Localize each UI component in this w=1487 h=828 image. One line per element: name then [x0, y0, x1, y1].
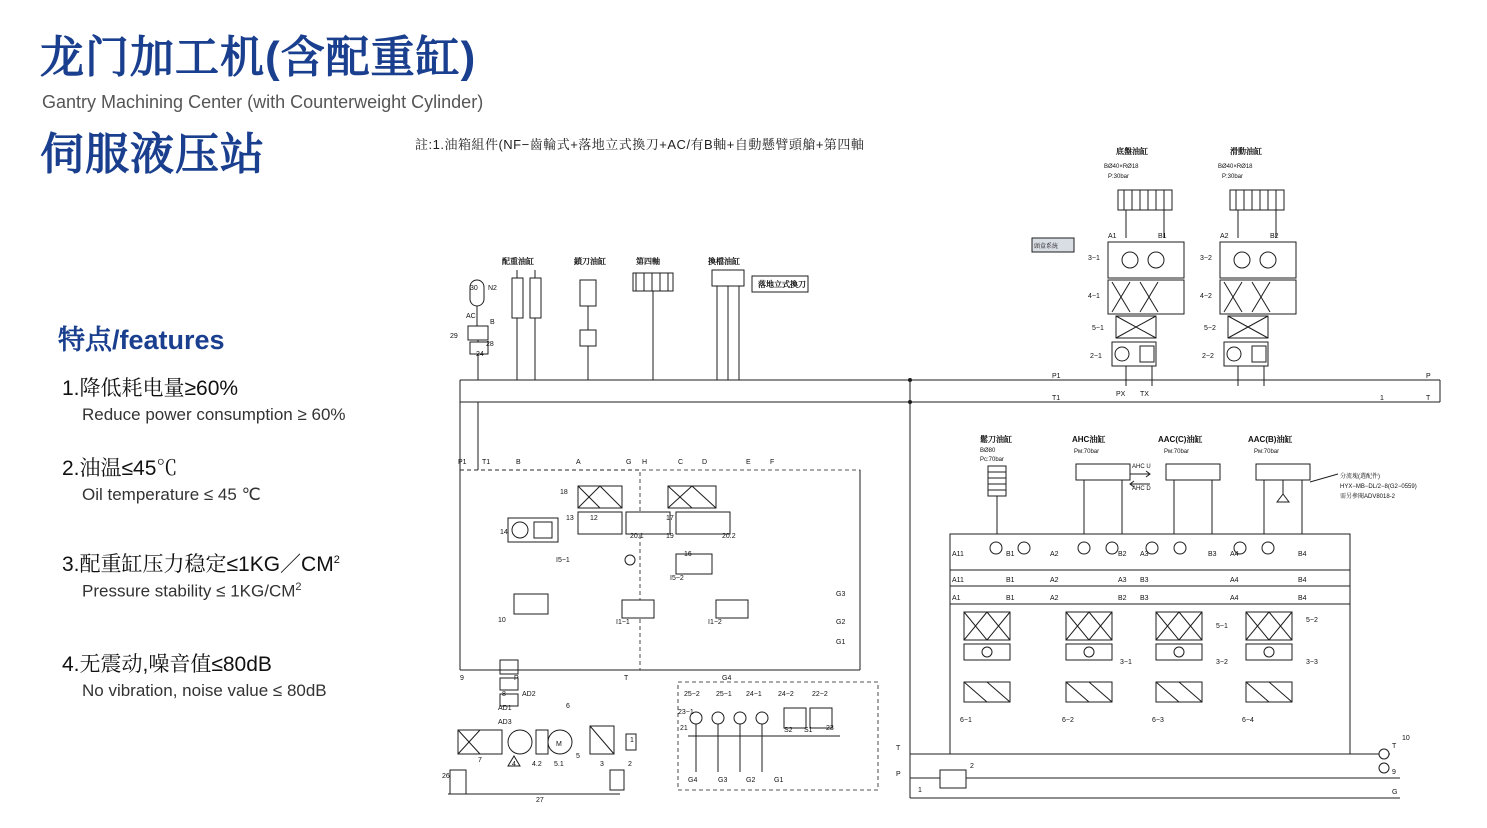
label-cyl-gearshift: 換檔油缸 [708, 257, 740, 266]
cylinder-group-counterweight [468, 270, 541, 380]
feature-item [62, 372, 346, 425]
svg-text:24: 24 [476, 351, 484, 358]
svg-text:B1: B1 [1158, 233, 1167, 240]
spec-ahc-press: Pм:70bar [1074, 449, 1100, 455]
page-title-en: Gantry Machining Center (with Counterweight Cylinder) [42, 92, 484, 112]
feature-label-en: Reduce power consumption ≥ 60% [82, 405, 346, 424]
svg-text:28: 28 [486, 341, 494, 348]
svg-text:B4: B4 [1298, 551, 1307, 558]
svg-text:TX: TX [1140, 391, 1149, 398]
main-manifold-valves [508, 486, 748, 618]
svg-text:19: 19 [666, 533, 674, 540]
svg-text:29: 29 [450, 333, 458, 340]
feature-label-en: Oil temperature ≤ 45 ℃ [82, 485, 261, 504]
manifold-baseplate-cylinder [1108, 190, 1184, 386]
svg-text:AD1: AD1 [498, 705, 512, 712]
svg-text:24−1: 24−1 [746, 691, 762, 698]
svg-text:12: 12 [590, 515, 598, 522]
pump-motor-group [448, 660, 636, 794]
svg-text:10: 10 [1402, 735, 1410, 742]
svg-text:2−2: 2−2 [1202, 353, 1214, 360]
svg-text:8: 8 [502, 691, 506, 698]
svg-text:S1: S1 [804, 727, 813, 734]
feature-sup: 2 [295, 581, 302, 593]
svg-text:B1: B1 [1006, 595, 1015, 602]
main-manifold-dashed [460, 470, 860, 670]
svg-text:4−1: 4−1 [1088, 293, 1100, 300]
svg-text:1: 1 [630, 737, 634, 744]
svg-text:5−2: 5−2 [1204, 325, 1216, 332]
feature-item [62, 648, 327, 701]
svg-text:2−1: 2−1 [1090, 353, 1102, 360]
label-ahc-down: AHC D [1132, 486, 1151, 492]
svg-text:B2: B2 [1270, 233, 1279, 240]
label-cyl-aac-b: AAC(B)油缸 [1248, 435, 1293, 444]
spec-baseplate-press: P:30bar [1108, 174, 1130, 180]
hydraulic-schematic [440, 130, 1480, 820]
svg-text:G: G [1392, 789, 1398, 796]
page-subtitle-cn: 伺服液压站 [40, 130, 265, 179]
svg-text:S2: S2 [784, 727, 793, 734]
feature-label-en: Pressure stability ≤ $1KG/CM^2$ [82, 581, 302, 601]
svg-text:AD2: AD2 [522, 691, 536, 698]
svg-text:P: P [896, 771, 901, 778]
svg-text:A: A [576, 459, 581, 466]
svg-text:B1: B1 [1006, 551, 1015, 558]
svg-text:13: 13 [566, 515, 574, 522]
svg-text:A2: A2 [1220, 233, 1229, 240]
cylinder-group-fourthaxis [633, 273, 673, 380]
svg-text:23: 23 [826, 725, 834, 732]
svg-text:AC: AC [466, 313, 476, 320]
label-cyl-ahc: AHC油缸 [1072, 435, 1106, 444]
svg-text:3−1: 3−1 [1120, 659, 1132, 666]
svg-text:6−4: 6−4 [1242, 717, 1254, 724]
svg-text:N2: N2 [488, 285, 497, 292]
svg-text:A11: A11 [952, 577, 964, 584]
svg-text:B1: B1 [1006, 577, 1015, 584]
svg-text:9: 9 [1392, 769, 1396, 776]
svg-text:10: 10 [498, 617, 506, 624]
svg-text:3−2: 3−2 [1216, 659, 1228, 666]
sensor-symbols [688, 708, 840, 772]
svg-text:G2: G2 [836, 619, 846, 626]
right-note-line2: HYX−MB−DL/2−8(G2−0559) [1340, 484, 1417, 490]
svg-text:9: 9 [460, 675, 464, 682]
svg-text:G4: G4 [688, 777, 698, 784]
svg-text:PX: PX [1116, 391, 1126, 398]
svg-text:E: E [746, 459, 751, 466]
svg-text:M: M [556, 741, 562, 748]
label-cyl-floortool: 落地立式換刀 [758, 280, 806, 289]
manifold-sliding-cylinder [1220, 190, 1296, 386]
svg-text:A4: A4 [1230, 551, 1239, 558]
svg-text:B4: B4 [1298, 577, 1307, 584]
svg-text:5: 5 [576, 753, 580, 760]
svg-text:20.1: 20.1 [630, 533, 644, 540]
svg-text:G2: G2 [746, 777, 756, 784]
svg-text:7: 7 [478, 757, 482, 764]
svg-text:16: 16 [684, 551, 692, 558]
feature-item [62, 452, 261, 505]
spec-sliding-press: P:30bar [1222, 174, 1244, 180]
label-cyl-fourthaxis: 第四軸 [636, 257, 660, 266]
svg-text:6−1: 6−1 [960, 717, 972, 724]
svg-text:6−2: 6−2 [1062, 717, 1074, 724]
svg-text:26: 26 [442, 773, 450, 780]
svg-text:A11: A11 [952, 551, 964, 558]
svg-text:A2: A2 [1050, 577, 1059, 584]
svg-text:B3: B3 [1140, 577, 1149, 584]
svg-text:20.2: 20.2 [722, 533, 736, 540]
svg-text:T: T [1392, 743, 1397, 750]
svg-text:B: B [490, 319, 495, 326]
features-heading: 特点/features [58, 325, 225, 355]
svg-text:1: 1 [918, 787, 922, 794]
spec-sliding-bore: BØ40×RØ18 [1218, 164, 1253, 170]
svg-text:T1: T1 [482, 459, 491, 466]
right-note-line1: 分流塊(選配件) [1340, 474, 1380, 480]
svg-text:5−1: 5−1 [1216, 623, 1228, 630]
svg-text:A4: A4 [1230, 577, 1239, 584]
svg-text:25−1: 25−1 [716, 691, 732, 698]
feature-item [62, 548, 340, 602]
spec-aac-b-press: Pм:70bar [1254, 449, 1280, 455]
feature-sup: 2 [333, 554, 340, 566]
svg-text:G3: G3 [718, 777, 728, 784]
svg-text:25−2: 25−2 [684, 691, 700, 698]
feature-label-cn: 1.降低耗电量≥60% [62, 377, 239, 400]
svg-text:1: 1 [1380, 395, 1384, 402]
spec-toolrelease-press: Pc:70bar [980, 457, 1005, 463]
svg-text:B2: B2 [1118, 551, 1127, 558]
label-cyl-toolrelease: 鬆刀油缸 [980, 435, 1012, 444]
right-note-line3: 需另參閱ADV8018-2 [1340, 494, 1396, 500]
svg-text:B2: B2 [1118, 595, 1127, 602]
svg-text:5.1: 5.1 [554, 761, 564, 768]
svg-text:3−2: 3−2 [1200, 255, 1212, 262]
svg-text:A3: A3 [1118, 577, 1127, 584]
svg-text:G3: G3 [836, 591, 846, 598]
svg-text:23−1: 23−1 [678, 709, 694, 716]
svg-text:D: D [702, 459, 708, 466]
svg-text:3: 3 [600, 761, 604, 768]
svg-text:B3: B3 [1208, 551, 1217, 558]
spec-aac-c-press: Pм:70bar [1164, 449, 1190, 455]
spec-baseplate-bore: BØ40×RØ18 [1104, 164, 1139, 170]
svg-text:B4: B4 [1298, 595, 1307, 602]
feature-label-cn: 4.无震动,噪音值≤80dB [62, 653, 272, 676]
svg-text:24−2: 24−2 [778, 691, 794, 698]
svg-text:30: 30 [470, 285, 478, 292]
svg-text:A4: A4 [1230, 595, 1239, 602]
svg-text:B3: B3 [1140, 595, 1149, 602]
svg-text:T: T [896, 745, 901, 752]
diagram-note: 註:1.油箱組件(NF−齒輪式+落地立式換刀+AC/有B軸+自動懸臂頭艙+第四軸 [415, 137, 865, 152]
feature-label-cn: 2.油温≤45℃ [62, 457, 178, 480]
svg-text:14: 14 [500, 529, 508, 536]
svg-text:P1: P1 [458, 459, 467, 466]
svg-text:5−2: 5−2 [1306, 617, 1318, 624]
svg-text:G1: G1 [836, 639, 846, 646]
svg-text:I5−1: I5−1 [556, 557, 570, 564]
svg-text:B: B [516, 459, 521, 466]
svg-text:A1: A1 [952, 595, 961, 602]
svg-text:P1: P1 [1052, 373, 1061, 380]
svg-text:I1−1: I1−1 [616, 619, 630, 626]
svg-text:3−1: 3−1 [1088, 255, 1100, 262]
svg-text:T1: T1 [1052, 395, 1061, 402]
svg-text:4.2: 4.2 [532, 761, 542, 768]
svg-text:18: 18 [560, 489, 568, 496]
svg-text:2: 2 [970, 763, 974, 770]
svg-text:G: G [626, 459, 632, 466]
label-cyl-toollock: 鎖刀油缸 [574, 257, 606, 266]
svg-text:4−2: 4−2 [1200, 293, 1212, 300]
svg-text:A2: A2 [1050, 551, 1059, 558]
cylinder-group-toollock [580, 280, 596, 380]
label-ahc-up: AHC U [1132, 464, 1151, 470]
svg-text:2: 2 [628, 761, 632, 768]
svg-text:A3: A3 [1140, 551, 1149, 558]
label-cyl-counterweight: 配重油缸 [502, 257, 534, 266]
feature-label-en: No vibration, noise value ≤ 80dB [82, 681, 327, 700]
svg-text:6: 6 [566, 703, 570, 710]
svg-text:27: 27 [536, 797, 544, 804]
svg-text:G1: G1 [774, 777, 784, 784]
svg-text:AD3: AD3 [498, 719, 512, 726]
svg-text:P: P [514, 675, 519, 682]
svg-text:A1: A1 [1108, 233, 1117, 240]
svg-text:G4: G4 [722, 675, 732, 682]
feature-label-cn: 3.配重缸压力稳定$\le 1KG/CM^2$ [62, 553, 340, 576]
label-cyl-aac-c: AAC(C)油缸 [1158, 435, 1203, 444]
label-headbox-system: 頭盒系統 [1034, 244, 1059, 250]
svg-text:17: 17 [666, 515, 674, 522]
svg-text:H: H [642, 459, 648, 466]
svg-text:5−1: 5−1 [1092, 325, 1104, 332]
svg-text:A2: A2 [1050, 595, 1059, 602]
page-title-cn: 龙门加工机(含配重缸) [40, 33, 477, 82]
svg-text:I1−2: I1−2 [708, 619, 722, 626]
svg-text:P: P [1426, 373, 1431, 380]
spec-toolrelease-bore: BØ80 [980, 448, 996, 454]
svg-text:T: T [624, 675, 629, 682]
svg-text:4: 4 [512, 761, 516, 768]
svg-text:C: C [678, 459, 684, 466]
svg-text:22−2: 22−2 [812, 691, 828, 698]
svg-text:T: T [1426, 395, 1431, 402]
svg-text:F: F [770, 459, 775, 466]
svg-text:6−3: 6−3 [1152, 717, 1164, 724]
svg-text:3−3: 3−3 [1306, 659, 1318, 666]
svg-text:21: 21 [680, 725, 688, 732]
svg-text:I5−2: I5−2 [670, 575, 684, 582]
label-cyl-sliding: 滑動油缸 [1230, 147, 1262, 156]
label-cyl-baseplate: 底盤油缸 [1116, 147, 1148, 156]
